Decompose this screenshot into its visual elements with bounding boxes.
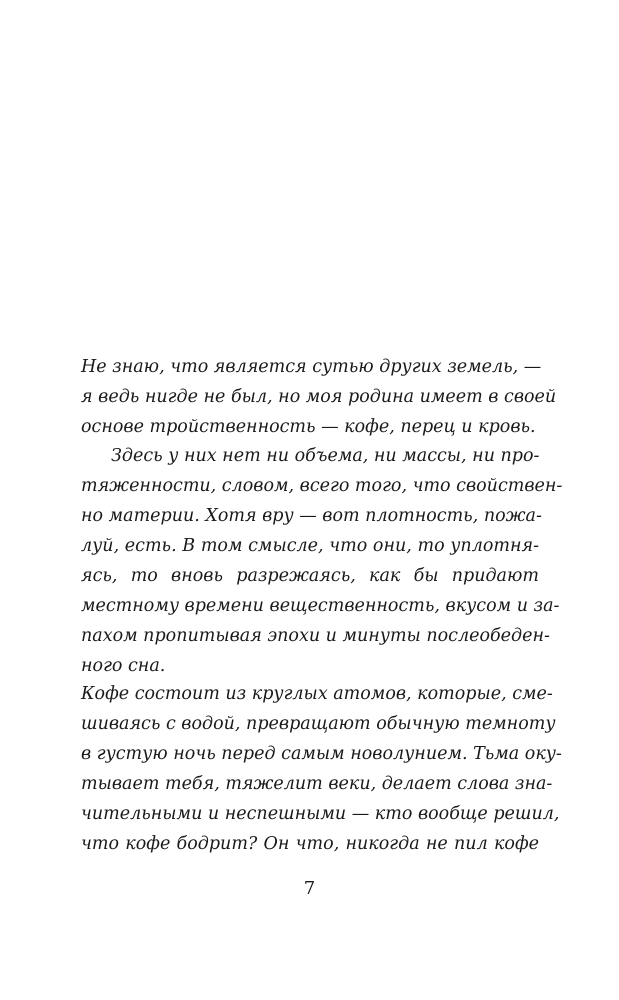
text-line: чительными и неспешными — кто вообще решил, (81, 804, 560, 824)
text-line: Кофе состоит из круглых атомов, которые, сме- (81, 684, 553, 704)
text-line: шиваясь с водой, превращают обычную темноту (81, 714, 556, 734)
text-line: ясь, то вновь разрежаясь, как бы придают (81, 566, 539, 586)
paragraph-1 (81, 352, 557, 442)
page-number: 7 (303, 878, 316, 899)
text-line: Не знаю, что является сутью других земель, — (81, 357, 542, 377)
paragraph-3 (81, 679, 562, 859)
text-line: пахом пропитывая эпохи и минуты послеобеден- (81, 626, 550, 646)
text-line: в густую ночь перед самым новолунием. Тьма оку- (81, 744, 562, 764)
text-line: ного сна. (81, 656, 166, 676)
text-line: но материи. Хотя вру — вот плотность, пожа- (81, 506, 542, 526)
text-line: местному времени вещественность, вкусом и за- (81, 596, 560, 616)
paragraph-2 (81, 441, 563, 681)
text-line: тяженности, словом, всего того, что свойствен- (81, 476, 563, 496)
text-line: что кофе бодрит? Он что, никогда не пил кофе (81, 834, 539, 854)
text-line: Здесь у них нет ни объема, ни массы, ни про- (111, 446, 540, 466)
text-line: я ведь нигде не был, но моя родина имеет в своей (81, 387, 557, 407)
text-line: тывает тебя, тяжелит веки, делает слова зна- (81, 774, 553, 794)
text-line: основе тройственность — кофе, перец и кровь. (81, 417, 536, 437)
text-line: луй, есть. В том смысле, что они, то уплотня- (81, 536, 539, 556)
